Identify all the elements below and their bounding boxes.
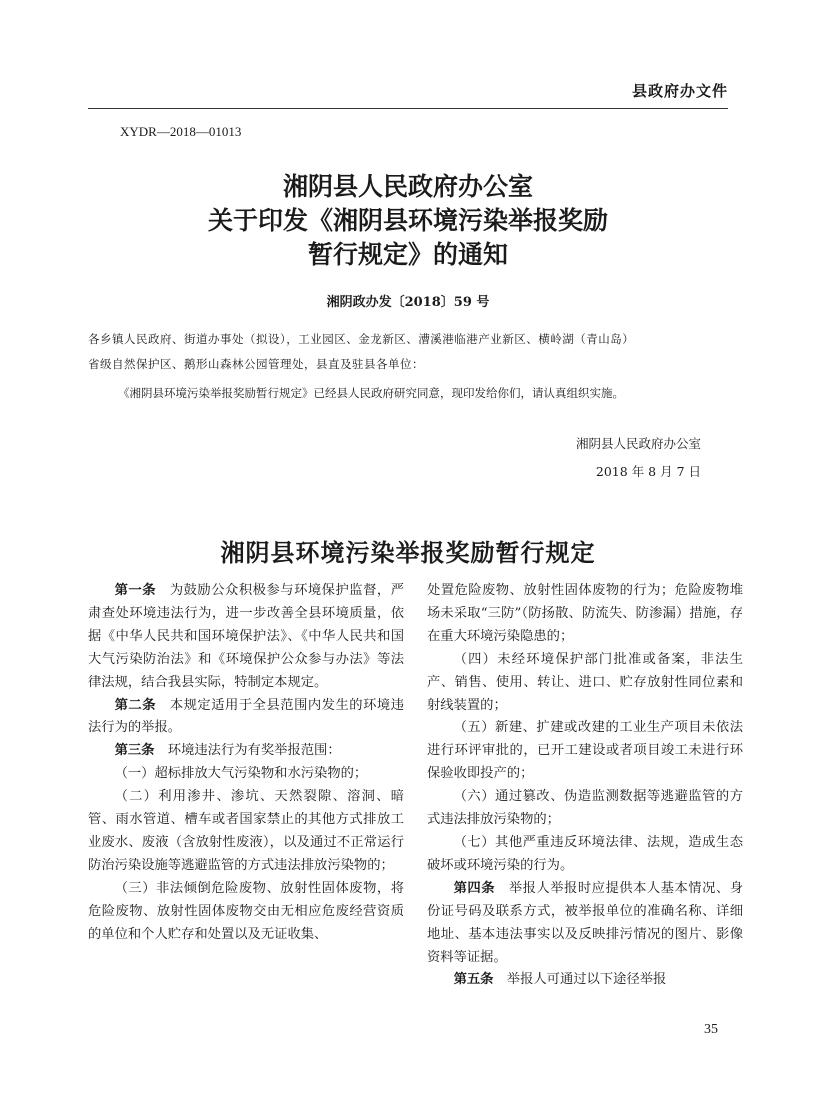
left-column (88, 580, 404, 947)
article-paragraph (427, 786, 743, 832)
article-paragraph (427, 832, 743, 878)
notice-title-line: 暂行规定》的通知 (307, 240, 508, 269)
article-text: 环境违法行为有奖举报范围： (154, 743, 341, 759)
addressee-line: 各乡镇人民政府、街道办事处（拟设），工业园区、金龙新区、漕溪港临港产业新区、横岭湖（青山岛） (88, 332, 635, 346)
notice-title-line: 关于印发《湘阴县环境污染举报奖励 (207, 206, 608, 235)
article-text: 举报人可通过以下途径举报 (493, 972, 667, 988)
article-paragraph (88, 695, 404, 741)
article-paragraph (427, 969, 743, 992)
article-text: 本规定适用于全县范围内发生的环境违法行为的举报。 (88, 697, 405, 736)
addressee-line: 省级自然保护区、鹅形山森林公园管理处，县直及驻县各单位： (88, 357, 424, 371)
header-rule (88, 108, 728, 109)
regulation-title: 湘阴县环境污染举报奖励暂行规定 (220, 538, 596, 567)
article-text: （五）新建、扩建或改建的工业生产项目未依法进行环评审批的，已开工建设或者项目竣工未进行环保验收即投产的； (427, 720, 743, 782)
article-paragraph (88, 786, 404, 878)
article-paragraph (88, 763, 404, 786)
article-paragraph (427, 649, 743, 718)
article-text: （四）未经环境保护部门批准或备案，非法生产、销售、使用、转让、进口、贮存放射性同位素和射线装置的； (427, 651, 743, 713)
notice-title (0, 170, 816, 272)
article-text: （三）非法倾倒危险废物、放射性固体废物，将危险废物、放射性固体废物交由无相应危废经营资质的单位和个人贮存和处置以及无证收集、 (88, 880, 404, 942)
article-paragraph (88, 580, 404, 695)
article-label: 第三条 (114, 743, 155, 759)
article-paragraph (88, 740, 404, 763)
document-number: 湘阴政办发〔2018〕59 号 (326, 295, 490, 310)
notice-title-line: 湘阴县人民政府办公室 (282, 172, 533, 201)
addressee (88, 327, 728, 377)
article-label: 第一条 (114, 583, 157, 598)
article-text: （一）超标排放大气污染物和水污染物的； (114, 766, 368, 782)
article-paragraph (88, 878, 404, 947)
right-column (427, 580, 743, 992)
article-text: （二）利用渗井、渗坑、天然裂隙、溶洞、暗管、雨水管道、槽车或者国家禁止的其他方式排放工业废水、废液（含放射性废液），以及通过不正常运行防治污染设施等逃避监管的方式违法排放污染物的； (88, 789, 404, 873)
article-text: 为鼓励公众积极参与环境保护监督，严肃查处环境违法行为，进一步改善全县环境质量，依据《中华人民共和国环境保护法》、《中华人民共和国大气污染防治法》和《环境保护公众参与办法》等法律法规，结合我县实际，特制定本规定。 (88, 583, 405, 690)
article-continuation: 处置危险废物、放射性固体废物的行为；危险废物堆场未采取“三防”（防扬散、防流失、防渗漏）措施，存在重大环境污染隐患的； (427, 583, 743, 644)
notice-body: 《湘阴县环境污染举报奖励暂行规定》已经县人民政府研究同意，现印发给你们，请认真组织实施。 (118, 386, 624, 400)
issuer-block (576, 430, 701, 486)
issue-date: 2018 年 8 月 7 日 (595, 464, 701, 479)
page-number: 35 (704, 1022, 718, 1037)
article-label: 第二条 (114, 697, 157, 713)
document-code: XYDR—2018—01013 (120, 124, 242, 139)
article-label: 第五条 (453, 972, 494, 988)
article-text: （七）其他严重违反环境法律、法规，造成生态破坏或环境污染的行为。 (427, 834, 743, 873)
article-text: （六）通过篡改、伪造监测数据等逃避监管的方式违法排放污染物的； (427, 789, 743, 828)
article-paragraph (427, 717, 743, 786)
article-text: 举报人举报时应提供本人基本情况、身份证号码及联系方式，被举报单位的准确名称、详细地址、基本违法事实以及反映排污情况的图片、影像资料等证据。 (427, 880, 744, 965)
issuer-name: 湘阴县人民政府办公室 (575, 436, 701, 451)
header-label: 县政府办文件 (631, 82, 728, 100)
article-paragraph (427, 878, 743, 970)
article-label: 第四条 (453, 880, 496, 896)
